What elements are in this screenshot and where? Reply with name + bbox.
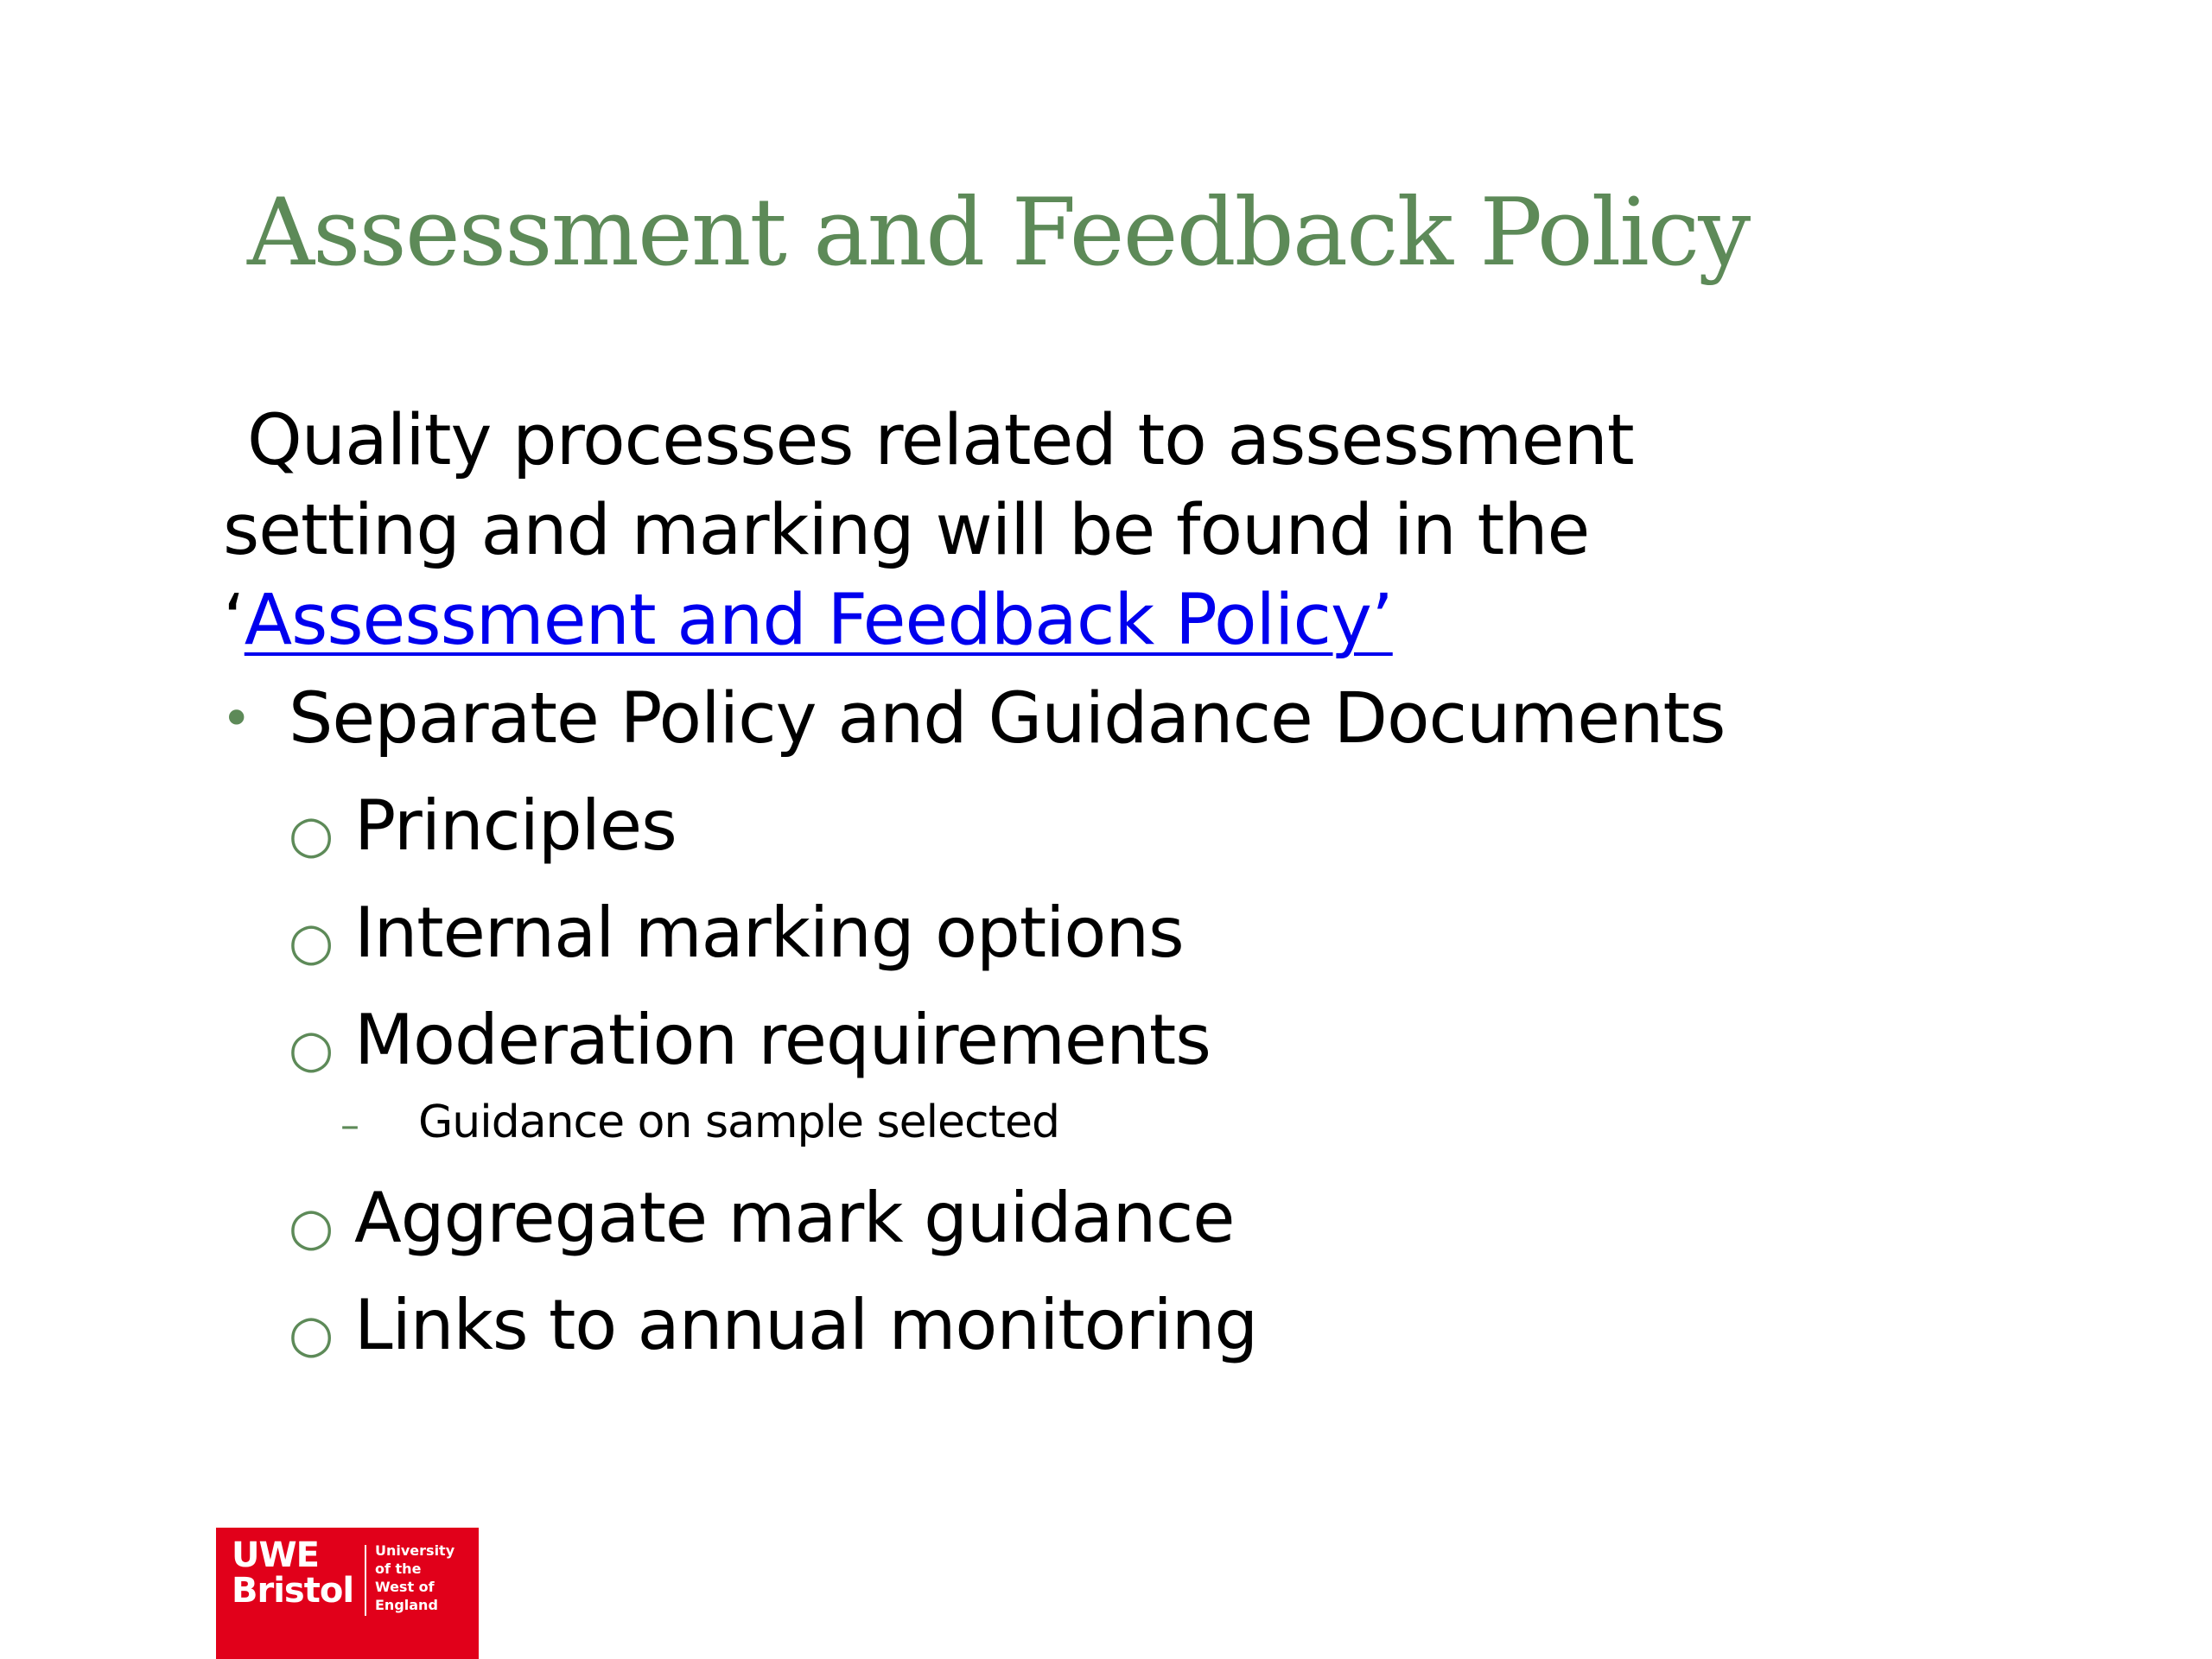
bullet-item-internal-marking: [289, 888, 1184, 978]
assessment-feedback-policy-link[interactable]: Assessment and Feedback Policy’: [244, 580, 1393, 661]
bullet-item-principles: [289, 781, 677, 871]
bullet-dot-icon: •: [221, 689, 251, 749]
bullet-text: Aggregate mark guidance: [354, 1178, 1235, 1258]
dash-bullet-icon: –: [340, 1103, 359, 1147]
bullet-text: Separate Policy and Guidance Documents: [289, 678, 1726, 760]
slide-title: Assessment and Feedback Policy: [247, 179, 1750, 287]
logo-wordmark: [232, 1535, 354, 1611]
logo-line-1: UWE: [232, 1535, 319, 1575]
logo-line-2: Bristol: [232, 1571, 354, 1611]
bullet-item-sample-guidance: [340, 1092, 1060, 1153]
uwe-bristol-logo: [216, 1528, 479, 1659]
bullet-text: Guidance on sample selected: [418, 1096, 1060, 1148]
circle-bullet-icon: ○: [289, 912, 334, 972]
bullet-text: Moderation requirements: [354, 1000, 1211, 1080]
intro-line-3: [223, 575, 1634, 665]
open-quote: ‘: [223, 580, 245, 661]
circle-bullet-icon: ○: [289, 804, 334, 865]
circle-bullet-icon: ○: [289, 1019, 334, 1079]
logo-sub-4: England: [375, 1597, 438, 1613]
circle-bullet-icon: ○: [289, 1197, 334, 1257]
intro-line-2: setting and marking will be found in the: [223, 490, 1590, 571]
logo-divider: [365, 1545, 366, 1616]
bullet-item-aggregate-mark: [289, 1173, 1235, 1263]
bullet-item-annual-monitoring: [289, 1281, 1258, 1370]
logo-sub-1: University: [375, 1542, 455, 1559]
circle-bullet-icon: ○: [289, 1304, 334, 1364]
bullet-item-separate-documents: [221, 674, 1726, 764]
logo-subtext: [375, 1541, 454, 1614]
logo-sub-2: of the: [375, 1560, 422, 1577]
bullet-text: Links to annual monitoring: [354, 1285, 1258, 1365]
bullet-text: Internal marking options: [354, 893, 1184, 973]
bullet-text: Principles: [354, 785, 677, 866]
bullet-item-moderation: [289, 995, 1211, 1085]
intro-line-1: Quality processes related to assessment: [247, 400, 1634, 481]
intro-paragraph: [223, 396, 1634, 665]
logo-sub-3: West of: [375, 1579, 435, 1595]
